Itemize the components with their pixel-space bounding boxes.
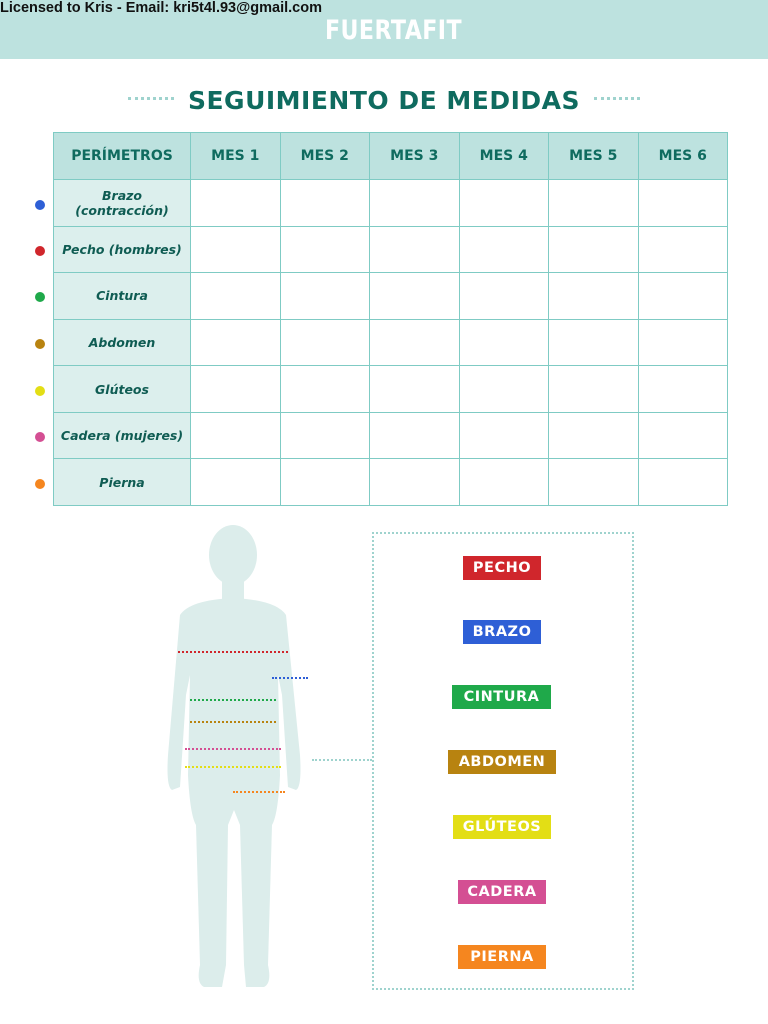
cell-entry[interactable] xyxy=(280,412,370,459)
cell-entry[interactable] xyxy=(638,366,728,413)
cell-entry[interactable] xyxy=(191,459,281,506)
tag-cadera: CADERA xyxy=(458,880,546,904)
row-label-brazo: Brazo (contracción) xyxy=(54,180,191,227)
dot-pecho xyxy=(35,246,45,256)
cell-entry[interactable] xyxy=(370,180,460,227)
dot-cintura xyxy=(35,292,45,302)
dot-gluteos xyxy=(35,386,45,396)
measurement-table xyxy=(53,132,728,506)
header-perimetros: PERÍMETROS xyxy=(54,133,191,180)
cell-entry[interactable] xyxy=(638,319,728,366)
dot-abdomen xyxy=(35,339,45,349)
table-row xyxy=(54,180,728,227)
cell-entry[interactable] xyxy=(459,273,549,320)
cell-entry[interactable] xyxy=(370,366,460,413)
cell-entry[interactable] xyxy=(280,366,370,413)
table-row xyxy=(54,366,728,413)
title-left-dots xyxy=(128,97,174,103)
dot-brazo xyxy=(35,200,45,210)
cell-entry[interactable] xyxy=(549,366,639,413)
cell-entry[interactable] xyxy=(370,459,460,506)
line-cintura xyxy=(190,699,276,701)
license-text: Licensed to Kris - Email: kri5t4l.93@gmail.com xyxy=(0,0,322,16)
dot-pierna xyxy=(35,479,45,489)
dot-cadera xyxy=(35,432,45,442)
line-gluteos xyxy=(185,766,281,768)
table-row xyxy=(54,459,728,506)
line-abdomen xyxy=(190,721,276,723)
body-silhouette-icon xyxy=(160,525,310,995)
cell-entry[interactable] xyxy=(638,459,728,506)
header-mes-2: MES 2 xyxy=(280,133,370,180)
line-brazo xyxy=(272,677,308,679)
line-cadera xyxy=(185,748,281,750)
header-mes-3: MES 3 xyxy=(370,133,460,180)
row-label-pierna: Pierna xyxy=(54,459,191,506)
brand-logo: FUERTAFIT xyxy=(325,15,462,46)
cell-entry[interactable] xyxy=(638,180,728,227)
line-pecho xyxy=(178,651,288,653)
line-pierna xyxy=(233,791,285,793)
title-right-dots xyxy=(594,97,640,103)
cell-entry[interactable] xyxy=(459,366,549,413)
title-row xyxy=(0,82,768,118)
row-label-pecho: Pecho (hombres) xyxy=(54,226,191,273)
cell-entry[interactable] xyxy=(549,273,639,320)
row-label-cadera: Cadera (mujeres) xyxy=(54,412,191,459)
cell-entry[interactable] xyxy=(638,226,728,273)
cell-entry[interactable] xyxy=(549,412,639,459)
table-row xyxy=(54,412,728,459)
cell-entry[interactable] xyxy=(370,226,460,273)
table-row xyxy=(54,226,728,273)
cell-entry[interactable] xyxy=(191,366,281,413)
header-mes-1: MES 1 xyxy=(191,133,281,180)
cell-entry[interactable] xyxy=(370,319,460,366)
cell-entry[interactable] xyxy=(191,180,281,227)
header-mes-4: MES 4 xyxy=(459,133,549,180)
header-mes-6: MES 6 xyxy=(638,133,728,180)
cell-entry[interactable] xyxy=(280,459,370,506)
tag-brazo: BRAZO xyxy=(463,620,541,644)
header-mes-5: MES 5 xyxy=(549,133,639,180)
table-row xyxy=(54,273,728,320)
tag-cintura: CINTURA xyxy=(452,685,551,709)
cell-entry[interactable] xyxy=(459,412,549,459)
cell-entry[interactable] xyxy=(549,459,639,506)
row-label-gluteos: Glúteos xyxy=(54,366,191,413)
cell-entry[interactable] xyxy=(459,459,549,506)
cell-entry[interactable] xyxy=(549,319,639,366)
cell-entry[interactable] xyxy=(549,226,639,273)
cell-entry[interactable] xyxy=(370,273,460,320)
cell-entry[interactable] xyxy=(638,412,728,459)
tag-pierna: PIERNA xyxy=(458,945,546,969)
cell-entry[interactable] xyxy=(549,180,639,227)
tag-abdomen: ABDOMEN xyxy=(448,750,556,774)
tag-pecho: PECHO xyxy=(463,556,541,580)
cell-entry[interactable] xyxy=(280,226,370,273)
cell-entry[interactable] xyxy=(459,319,549,366)
cell-entry[interactable] xyxy=(191,226,281,273)
cell-entry[interactable] xyxy=(459,180,549,227)
tag-gluteos: GLÚTEOS xyxy=(453,815,551,839)
row-label-abdomen: Abdomen xyxy=(54,319,191,366)
legend-connector xyxy=(312,759,372,761)
row-label-cintura: Cintura xyxy=(54,273,191,320)
cell-entry[interactable] xyxy=(191,319,281,366)
cell-entry[interactable] xyxy=(459,226,549,273)
cell-entry[interactable] xyxy=(280,273,370,320)
page-title: SEGUIMIENTO DE MEDIDAS xyxy=(187,85,581,115)
cell-entry[interactable] xyxy=(638,273,728,320)
cell-entry[interactable] xyxy=(191,412,281,459)
cell-entry[interactable] xyxy=(280,319,370,366)
cell-entry[interactable] xyxy=(191,273,281,320)
table-row xyxy=(54,319,728,366)
table-header-row xyxy=(54,133,728,180)
cell-entry[interactable] xyxy=(370,412,460,459)
cell-entry[interactable] xyxy=(280,180,370,227)
